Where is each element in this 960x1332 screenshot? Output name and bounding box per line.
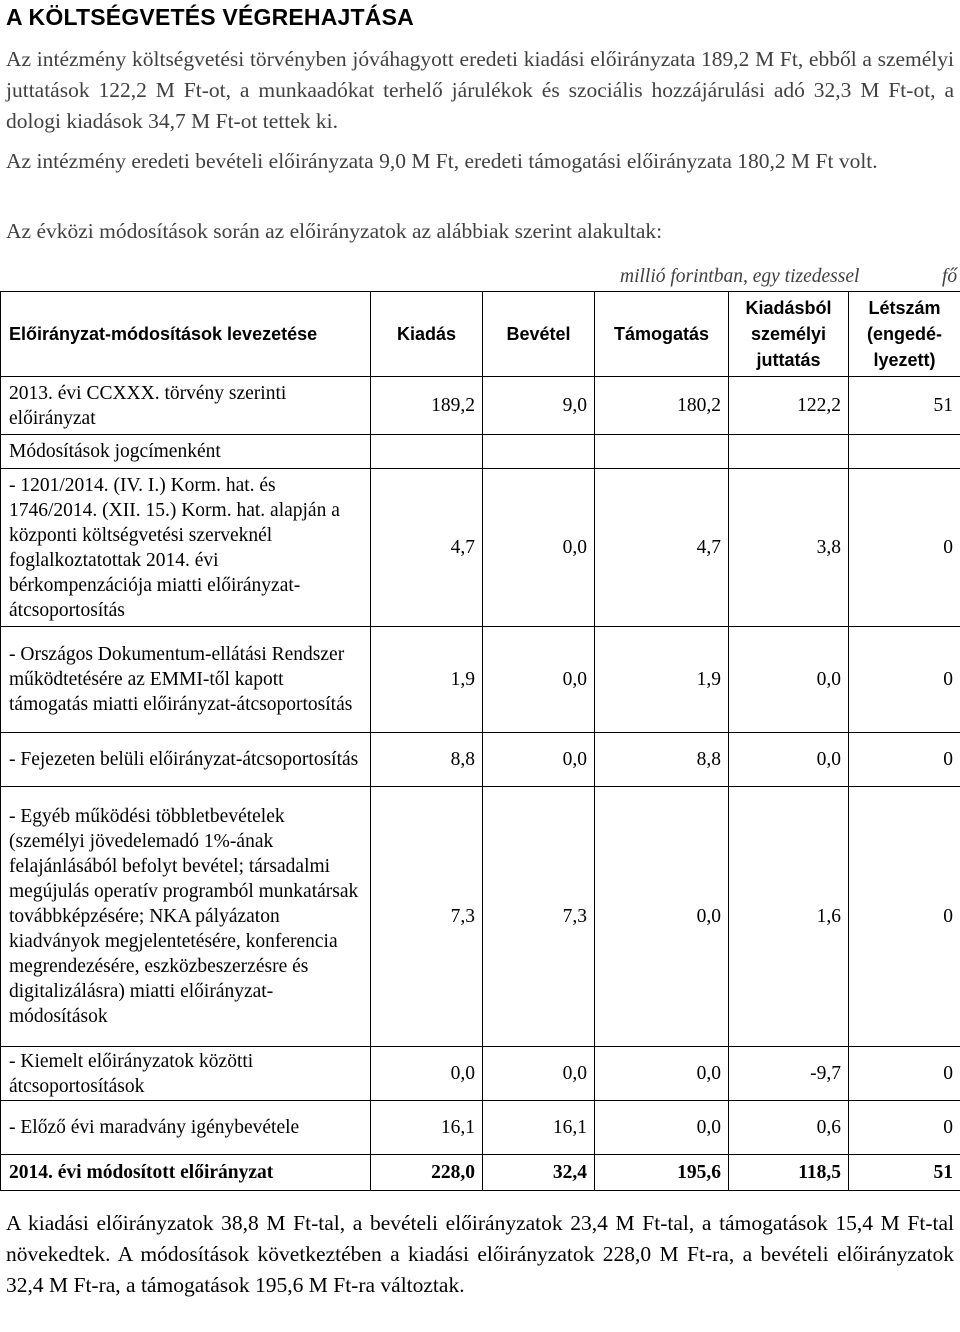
- row-label: 2014. évi módosított előirányzat: [1, 1155, 371, 1191]
- row-label: - Kiemelt előirányzatok közötti átcsoportosítások: [1, 1047, 371, 1101]
- revenue-paragraph: Az intézmény eredeti bevételi előirányzata 9,0 M Ft, eredeti támogatási előirányzata 180,2 M Ft volt.: [6, 149, 878, 173]
- cell-tamogatas: 0,0: [595, 1047, 729, 1101]
- cell-bevetel: 16,1: [483, 1101, 595, 1155]
- cell-szemelyi: -9,7: [729, 1047, 849, 1101]
- table-header-row: [1, 292, 960, 377]
- table-row: [1, 435, 960, 469]
- cell-tamogatas: 4,7: [595, 469, 729, 627]
- table-row: [1, 1101, 960, 1155]
- header-szemelyi: Kiadásból személyi juttatás: [729, 292, 849, 377]
- section-title: A KÖLTSÉGVETÉS VÉGREHAJTÁSA: [6, 4, 414, 30]
- cell-bevetel: 0,0: [483, 469, 595, 627]
- cell-tamogatas: 195,6: [595, 1155, 729, 1191]
- cell-bevetel: 0,0: [483, 733, 595, 787]
- table-row: [1, 469, 960, 627]
- cell-letszam: 51: [849, 1155, 960, 1191]
- cell-letszam: [849, 435, 960, 469]
- cell-kiadas: 0,0: [371, 1047, 483, 1101]
- table-row-total: [1, 1155, 960, 1191]
- cell-kiadas: 228,0: [371, 1155, 483, 1191]
- row-label: - Országos Dokumentum-ellátási Rendszer működtetésére az EMMI-től kapott támogatás miatti előirányzat-átcsoportosítás: [1, 627, 371, 733]
- cell-kiadas: 16,1: [371, 1101, 483, 1155]
- cell-kiadas: 1,9: [371, 627, 483, 733]
- row-label: - Előző évi maradvány igénybevétele: [1, 1101, 371, 1155]
- row-label: - 1201/2014. (IV. I.) Korm. hat. és 1746/2014. (XII. 15.) Korm. hat. alapján a központi költségvetési szerveknél foglalkoztatottak 2014. évi bérkompenzációja miatti előirányzat-átcsoportosítás: [1, 469, 371, 627]
- cell-tamogatas: 180,2: [595, 377, 729, 435]
- row-label: - Egyéb működési többletbevételek (személyi jövedelemadó 1%-ának felajánlásából befolyt bevétel; társadalmi megújulás operatív programból munkatársak továbbképzésére; NKA pályázaton kiadványok megjelentetésére, konferencia megrendezésére, eszközbeszerzésre és digitalizálásra) miatti előirányzat-módosítások: [1, 787, 371, 1047]
- cell-szemelyi: 3,8: [729, 469, 849, 627]
- cell-letszam: 51: [849, 377, 960, 435]
- cell-letszam: 0: [849, 1047, 960, 1101]
- cell-szemelyi: 0,6: [729, 1101, 849, 1155]
- unit-note-headcount: fő: [942, 266, 958, 287]
- unit-note-money: millió forintban, egy tizedessel: [620, 266, 860, 287]
- cell-szemelyi: [729, 435, 849, 469]
- cell-letszam: 0: [849, 627, 960, 733]
- header-letszam: Létszám (engedé-lyezett): [849, 292, 960, 377]
- header-bevetel: Bevétel: [483, 292, 595, 377]
- table-row: [1, 627, 960, 733]
- cell-bevetel: 0,0: [483, 627, 595, 733]
- cell-bevetel: [483, 435, 595, 469]
- cell-tamogatas: 1,9: [595, 627, 729, 733]
- cell-bevetel: 7,3: [483, 787, 595, 1047]
- cell-bevetel: 9,0: [483, 377, 595, 435]
- table-row: [1, 733, 960, 787]
- appropriation-modifications-table: [0, 291, 960, 1191]
- modifications-intro-paragraph: Az évközi módosítások során az előirányzatok az alábbiak szerint alakultak:: [6, 219, 663, 243]
- header-kiadas: Kiadás: [371, 292, 483, 377]
- cell-tamogatas: 0,0: [595, 787, 729, 1047]
- row-label: 2013. évi CCXXX. törvény szerinti előirányzat: [1, 377, 371, 435]
- table-row: [1, 1047, 960, 1101]
- row-label: Módosítások jogcímenként: [1, 435, 371, 469]
- cell-bevetel: 0,0: [483, 1047, 595, 1101]
- header-tamogatas: Támogatás: [595, 292, 729, 377]
- cell-letszam: 0: [849, 733, 960, 787]
- unit-note: [620, 266, 960, 288]
- cell-letszam: 0: [849, 787, 960, 1047]
- cell-szemelyi: 0,0: [729, 733, 849, 787]
- cell-letszam: 0: [849, 1101, 960, 1155]
- intro-paragraph: Az intézmény költségvetési törvényben jóváhagyott eredeti kiadási előirányzata 189,2 M Ft, ebből a személyi juttatások 122,2 M Ft-ot, a munkaadókat terhelő járulékok és szociális hozzájárulási adó 32,3 M Ft-ot, a dologi kiadások 34,7 M Ft-ot tettek ki.: [6, 47, 954, 133]
- cell-kiadas: 8,8: [371, 733, 483, 787]
- cell-szemelyi: 0,0: [729, 627, 849, 733]
- cell-tamogatas: 0,0: [595, 1101, 729, 1155]
- cell-bevetel: 32,4: [483, 1155, 595, 1191]
- cell-szemelyi: 1,6: [729, 787, 849, 1047]
- cell-kiadas: 189,2: [371, 377, 483, 435]
- cell-tamogatas: 8,8: [595, 733, 729, 787]
- cell-kiadas: [371, 435, 483, 469]
- cell-kiadas: 7,3: [371, 787, 483, 1047]
- cell-tamogatas: [595, 435, 729, 469]
- cell-letszam: 0: [849, 469, 960, 627]
- cell-szemelyi: 118,5: [729, 1155, 849, 1191]
- cell-szemelyi: 122,2: [729, 377, 849, 435]
- row-label: - Fejezeten belüli előirányzat-átcsoportosítás: [1, 733, 371, 787]
- cell-kiadas: 4,7: [371, 469, 483, 627]
- table-row: [1, 377, 960, 435]
- table-row: [1, 787, 960, 1047]
- summary-paragraph: A kiadási előirányzatok 38,8 M Ft-tal, a bevételi előirányzatok 23,4 M Ft-tal, a támogatások 15,4 M Ft-tal növekedtek. A módosítások következtében a kiadási előirányzatok 228,0 M Ft-ra, a bevételi előirányzatok 32,4 M Ft-ra, a támogatások 195,6 M Ft-ra változtak.: [6, 1211, 954, 1297]
- header-label: Előirányzat-módosítások levezetése: [1, 292, 371, 377]
